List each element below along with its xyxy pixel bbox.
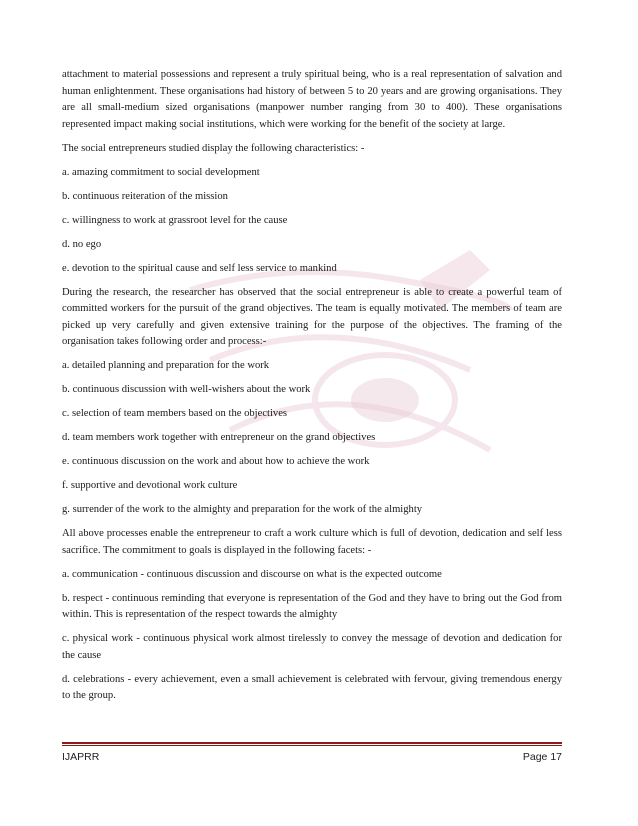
page-footer [62, 751, 562, 767]
list-item: b. continuous discussion with well-wishers about the work [62, 384, 311, 395]
page-number: Page 17 [522, 751, 562, 763]
list-item: c. physical work - continuous physical work almost tirelessly to convey the message of devotion and dedication for the cause [62, 633, 562, 661]
list-item: d. no ego [62, 238, 102, 250]
list-item: c. selection of team members based on the objectives [62, 408, 288, 419]
intro-paragraph: attachment to material possessions and represent a truly spiritual being, who is a real representation of salvation and human enlightenment. These organisations had history of between 5 to 20 years and are growing organisations. They are all small-medium sized organisations (manpower number ranging from 30 to 400). These organisations represented impact making social institutions, which were working for the benefit of the society at large. [62, 69, 562, 130]
list-item: b. respect - continuous reminding that everyone is representation of the God and they have to bring out the God from within. This is representation of the respect towards the almighty [62, 592, 562, 620]
list-item: d. team members work together with entrepreneur on the grand objectives [62, 432, 376, 443]
list-item: f. supportive and devotional work culture [62, 480, 238, 491]
list-item: a. amazing commitment to social development [62, 166, 260, 178]
list-item: e. devotion to the spiritual cause and self less service to mankind [62, 262, 337, 274]
culture-paragraph: All above processes enable the entrepreneur to craft a work culture which is full of devotion, dedication and self less sacrifice. The commitment to goals is displayed in the following facets: - [62, 528, 562, 556]
body-text [62, 67, 562, 705]
research-paragraph: During the research, the researcher has observed that the social entrepreneur is able to create a powerful team of committed workers for the pursuit of the grand objectives. The team is equally motivated. The members of team are picked up very carefully and given extensive training for the purpose of the objectives. The framing of the organisation takes following order and process:- [62, 286, 562, 347]
journal-name: IJAPRR [62, 751, 100, 763]
footer-divider-thin [62, 745, 562, 746]
list-item: a. detailed planning and preparation for the work [62, 360, 270, 371]
list-item: e. continuous discussion on the work and about how to achieve the work [62, 456, 370, 467]
footer-divider [62, 742, 562, 744]
list-item: d. celebrations - every achievement, even a small achievement is celebrated with fervour, giving tremendous energy to the group. [62, 673, 562, 701]
list-item: g. surrender of the work to the almighty and preparation for the work of the almighty [62, 504, 423, 515]
list-item: a. communication - continuous discussion and discourse on what is the expected outcome [62, 568, 442, 580]
list-item: b. continuous reiteration of the mission [62, 190, 228, 202]
characteristics-lead: The social entrepreneurs studied display the following characteristics: - [62, 142, 365, 154]
list-item: c. willingness to work at grassroot level for the cause [62, 214, 288, 226]
